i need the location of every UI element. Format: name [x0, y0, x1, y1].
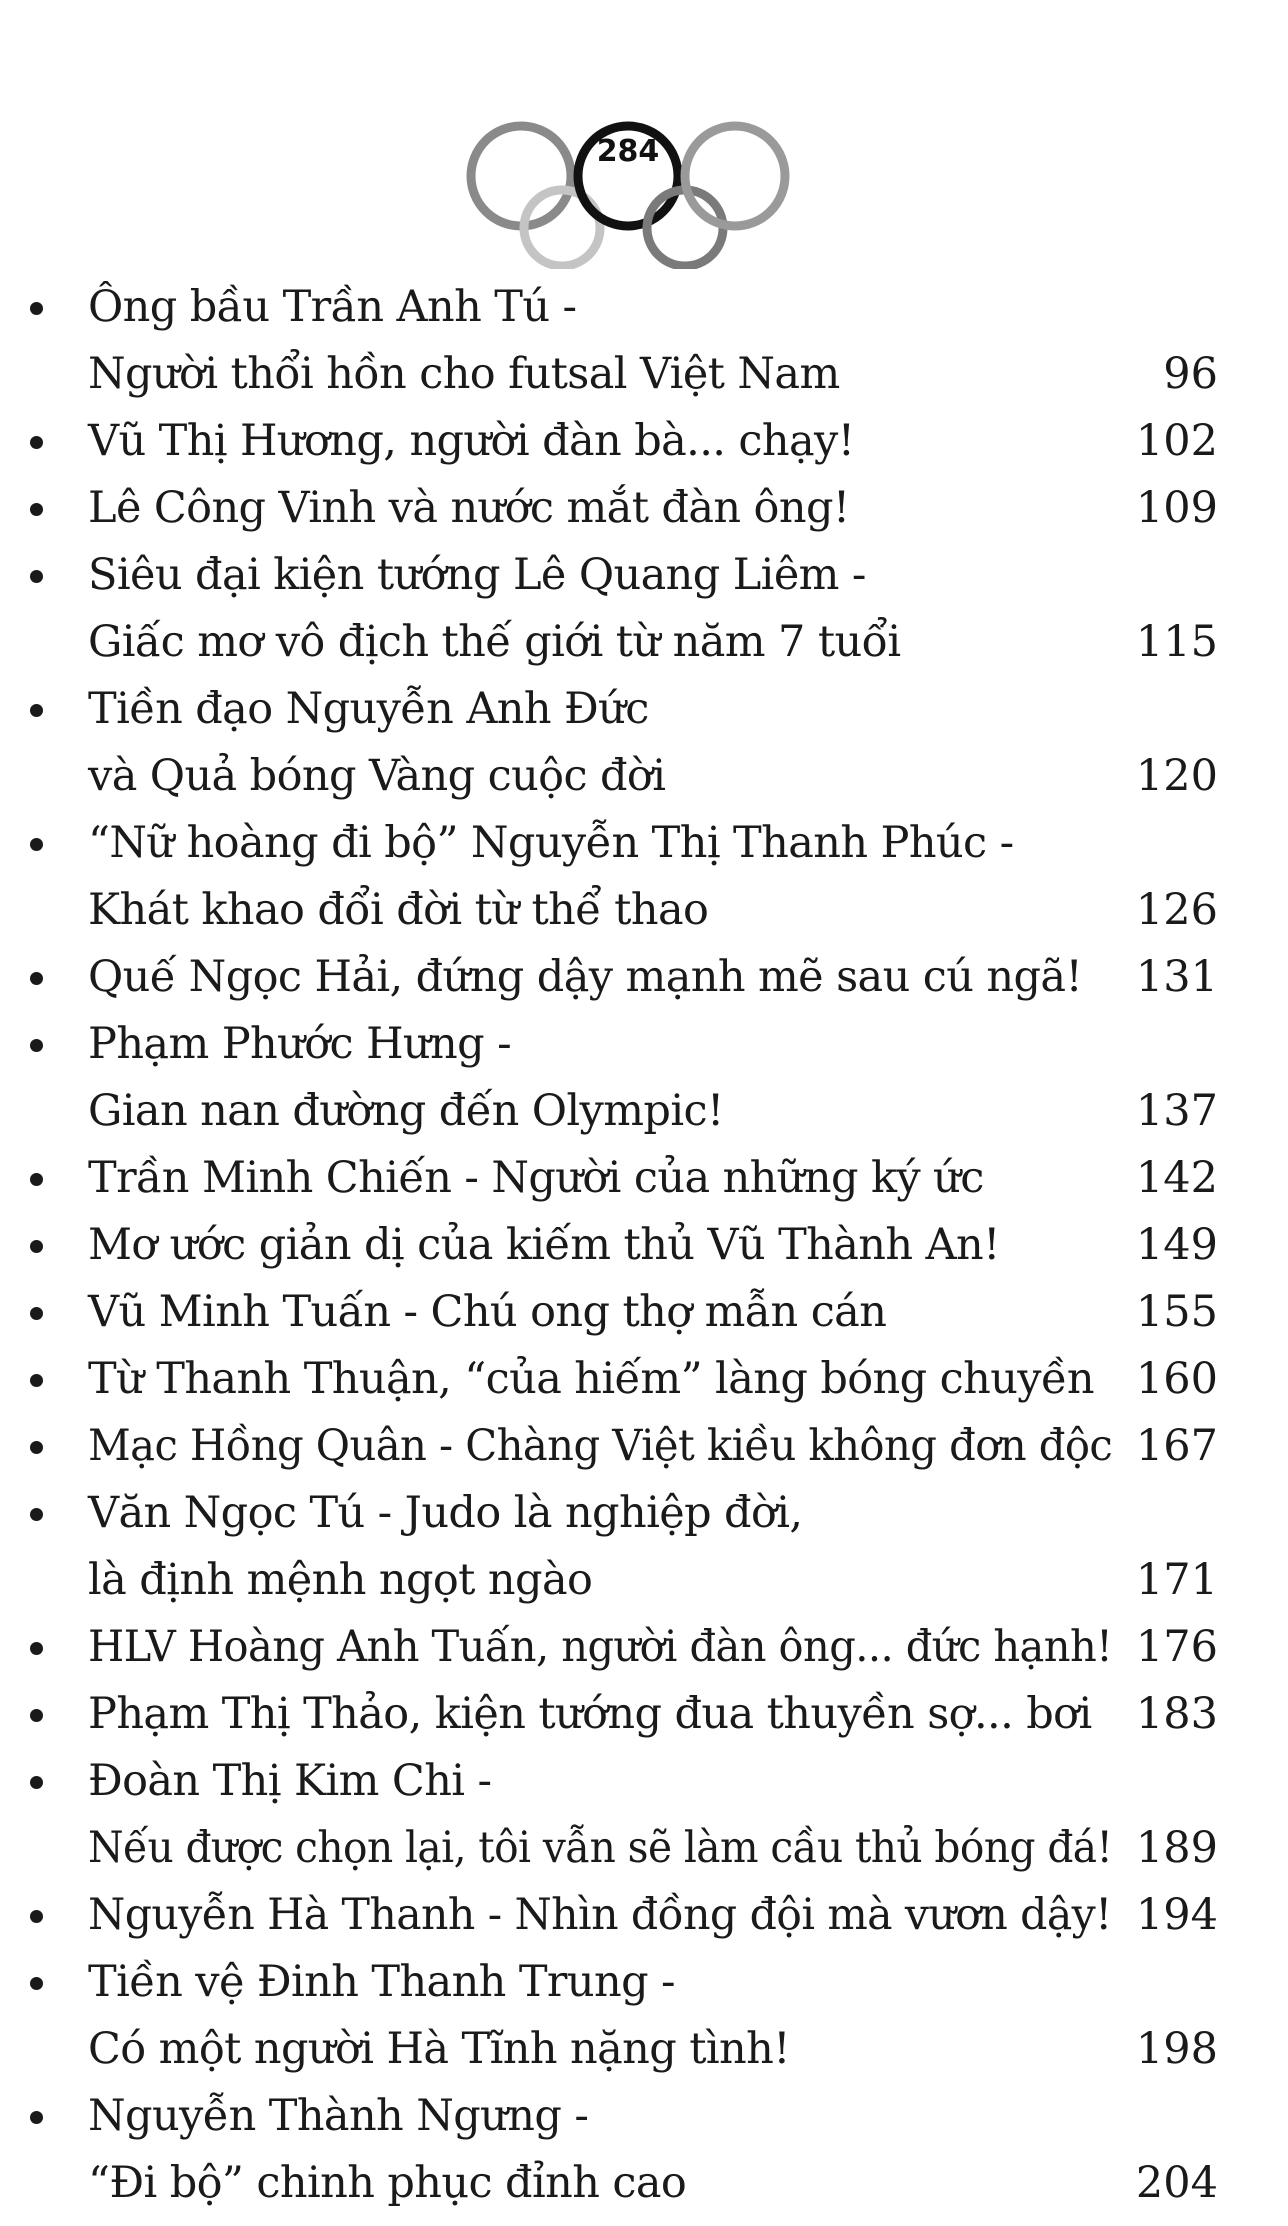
toc-entry: [0, 676, 1288, 810]
toc-entry-line: [0, 1078, 1288, 1145]
toc-entry-line: [0, 609, 1288, 676]
toc-entry: [0, 1413, 1288, 1480]
toc-entry: [0, 274, 1288, 408]
ring-bottom-right: [647, 190, 723, 266]
toc-entry-line: [0, 1145, 1288, 1212]
toc-entry-page-number: 183: [1135, 1689, 1218, 1739]
toc-entry-line: [0, 810, 1288, 877]
toc-entry-page-number: 131: [1135, 952, 1218, 1002]
toc-entry: [0, 2083, 1288, 2217]
toc-entry: [0, 944, 1288, 1011]
toc-entry-line: [0, 274, 1288, 341]
toc-entry-page-number: 115: [1135, 617, 1218, 667]
toc-entry-line: [0, 1815, 1288, 1882]
toc-entry: [0, 475, 1288, 542]
bullet-icon: [30, 838, 43, 851]
bullet-icon: [30, 1039, 43, 1052]
toc-entry-line: [0, 743, 1288, 810]
toc-entry-line: [0, 944, 1288, 1011]
toc-entry-page-number: 171: [1135, 1555, 1218, 1605]
toc-entry: [0, 810, 1288, 944]
toc-entry-subtitle: Nếu được chọn lại, tôi vẫn sẽ làm cầu thủ bóng đá!: [88, 1823, 1113, 1873]
bullet-icon: [30, 1441, 43, 1454]
toc-entry-title: “Nữ hoàng đi bộ” Nguyễn Thị Thanh Phúc -: [88, 818, 1014, 868]
toc-entry-title: Nguyễn Thành Ngưng -: [88, 2091, 589, 2141]
toc-entry: [0, 1614, 1288, 1681]
toc-entry-title: Quế Ngọc Hải, đứng dậy mạnh mẽ sau cú ngã!: [88, 952, 1083, 1002]
bullet-icon: [30, 570, 43, 583]
toc-entry: [0, 1212, 1288, 1279]
ring-left: [471, 126, 571, 226]
table-of-contents: [0, 274, 1288, 2217]
toc-entry-page-number: 149: [1135, 1220, 1218, 1270]
toc-entry-subtitle: là định mệnh ngọt ngào: [88, 1555, 593, 1605]
toc-entry-title: Đoàn Thị Kim Chi -: [88, 1756, 492, 1806]
bullet-icon: [30, 1173, 43, 1186]
toc-entry: [0, 408, 1288, 475]
toc-entry-title: Nguyễn Hà Thanh - Nhìn đồng đội mà vươn dậy!: [88, 1890, 1112, 1940]
toc-entry-title: Siêu đại kiện tướng Lê Quang Liêm -: [88, 550, 866, 600]
toc-entry-subtitle: và Quả bóng Vàng cuộc đời: [88, 751, 666, 801]
toc-entry-title: Văn Ngọc Tú - Judo là nghiệp đời,: [88, 1488, 803, 1538]
toc-entry-line: [0, 1681, 1288, 1748]
toc-entry: [0, 1011, 1288, 1145]
toc-entry-title: Vũ Thị Hương, người đàn bà... chạy!: [88, 416, 855, 466]
bullet-icon: [30, 1374, 43, 1387]
toc-entry-line: [0, 1882, 1288, 1949]
toc-entry: [0, 1949, 1288, 2083]
toc-entry-title: Mơ ước giản dị của kiếm thủ Vũ Thành An!: [88, 1220, 1000, 1270]
bullet-icon: [30, 1307, 43, 1320]
toc-entry-line: [0, 341, 1288, 408]
toc-entry: [0, 1748, 1288, 1882]
toc-entry-subtitle: Người thổi hồn cho futsal Việt Nam: [88, 349, 840, 399]
bullet-icon: [30, 1776, 43, 1789]
bullet-icon: [30, 1977, 43, 1990]
toc-entry-title: Ông bầu Trần Anh Tú -: [88, 282, 577, 332]
toc-entry-line: [0, 2150, 1288, 2217]
toc-entry-title: Lê Công Vinh và nước mắt đàn ông!: [88, 483, 850, 533]
toc-entry-line: [0, 2083, 1288, 2150]
toc-entry-subtitle: Gian nan đường đến Olympic!: [88, 1086, 724, 1136]
toc-entry-page-number: 96: [1163, 349, 1218, 399]
toc-entry-line: [0, 877, 1288, 944]
toc-entry-line: [0, 475, 1288, 542]
toc-entry-title: Trần Minh Chiến - Người của những ký ức: [88, 1153, 984, 1203]
toc-entry-page-number: 204: [1135, 2158, 1218, 2208]
toc-entry-line: [0, 1614, 1288, 1681]
toc-entry: [0, 1480, 1288, 1614]
toc-entry-title: Tiền đạo Nguyễn Anh Đức: [88, 684, 649, 734]
toc-entry-line: [0, 676, 1288, 743]
toc-entry-page-number: 120: [1135, 751, 1218, 801]
toc-entry-page-number: 126: [1135, 885, 1218, 935]
bullet-icon: [30, 1910, 43, 1923]
toc-entry-page-number: 198: [1135, 2024, 1218, 2074]
toc-entry: [0, 542, 1288, 676]
toc-entry-line: [0, 1279, 1288, 1346]
toc-entry-title: Từ Thanh Thuận, “của hiếm” làng bóng chuyền: [88, 1354, 1094, 1404]
toc-entry-line: [0, 408, 1288, 475]
toc-entry: [0, 1882, 1288, 1949]
toc-entry-page-number: 102: [1135, 416, 1218, 466]
toc-entry-line: [0, 1748, 1288, 1815]
toc-entry: [0, 1145, 1288, 1212]
toc-entry-title: Phạm Phước Hưng -: [88, 1019, 512, 1069]
toc-entry-page-number: 160: [1135, 1354, 1218, 1404]
bullet-icon: [30, 1240, 43, 1253]
olympic-rings-icon: [463, 114, 793, 269]
bullet-icon: [30, 503, 43, 516]
toc-entry-subtitle: Khát khao đổi đời từ thể thao: [88, 885, 709, 935]
bullet-icon: [30, 2111, 43, 2124]
toc-entry-line: [0, 2016, 1288, 2083]
toc-entry: [0, 1346, 1288, 1413]
page-number: 284: [596, 134, 660, 169]
toc-entry-page-number: 155: [1135, 1287, 1218, 1337]
bullet-icon: [30, 1709, 43, 1722]
toc-entry-title: HLV Hoàng Anh Tuấn, người đàn ông... đức hạnh!: [88, 1622, 1113, 1672]
toc-entry-line: [0, 1949, 1288, 2016]
toc-entry-page-number: 176: [1135, 1622, 1218, 1672]
toc-entry-page-number: 137: [1135, 1086, 1218, 1136]
toc-entry-page-number: 194: [1135, 1890, 1218, 1940]
toc-entry-page-number: 167: [1135, 1421, 1218, 1471]
toc-entry-subtitle: Giấc mơ vô địch thế giới từ năm 7 tuổi: [88, 617, 901, 667]
toc-entry-title: Tiền vệ Đinh Thanh Trung -: [88, 1957, 675, 2007]
ring-right: [685, 126, 785, 226]
toc-entry-title: Phạm Thị Thảo, kiện tướng đua thuyền sợ... bơi: [88, 1689, 1092, 1739]
toc-entry-page-number: 189: [1135, 1823, 1218, 1873]
toc-entry-subtitle: Có một người Hà Tĩnh nặng tình!: [88, 2024, 790, 2074]
toc-entry: [0, 1681, 1288, 1748]
toc-entry: [0, 1279, 1288, 1346]
bullet-icon: [30, 436, 43, 449]
bullet-icon: [30, 1508, 43, 1521]
toc-entry-line: [0, 1346, 1288, 1413]
toc-entry-line: [0, 1212, 1288, 1279]
toc-entry-page-number: 109: [1135, 483, 1218, 533]
toc-entry-line: [0, 1480, 1288, 1547]
bullet-icon: [30, 972, 43, 985]
toc-entry-line: [0, 1413, 1288, 1480]
toc-entry-title: Mạc Hồng Quân - Chàng Việt kiều không đơn độc: [88, 1421, 1113, 1471]
bullet-icon: [30, 704, 43, 717]
toc-entry-subtitle: “Đi bộ” chinh phục đỉnh cao: [88, 2158, 687, 2208]
bullet-icon: [30, 1642, 43, 1655]
bullet-icon: [30, 302, 43, 315]
toc-entry-title: Vũ Minh Tuấn - Chú ong thợ mẫn cán: [88, 1287, 887, 1337]
toc-entry-line: [0, 1011, 1288, 1078]
toc-entry-line: [0, 542, 1288, 609]
toc-entry-page-number: 142: [1135, 1153, 1218, 1203]
toc-entry-line: [0, 1547, 1288, 1614]
